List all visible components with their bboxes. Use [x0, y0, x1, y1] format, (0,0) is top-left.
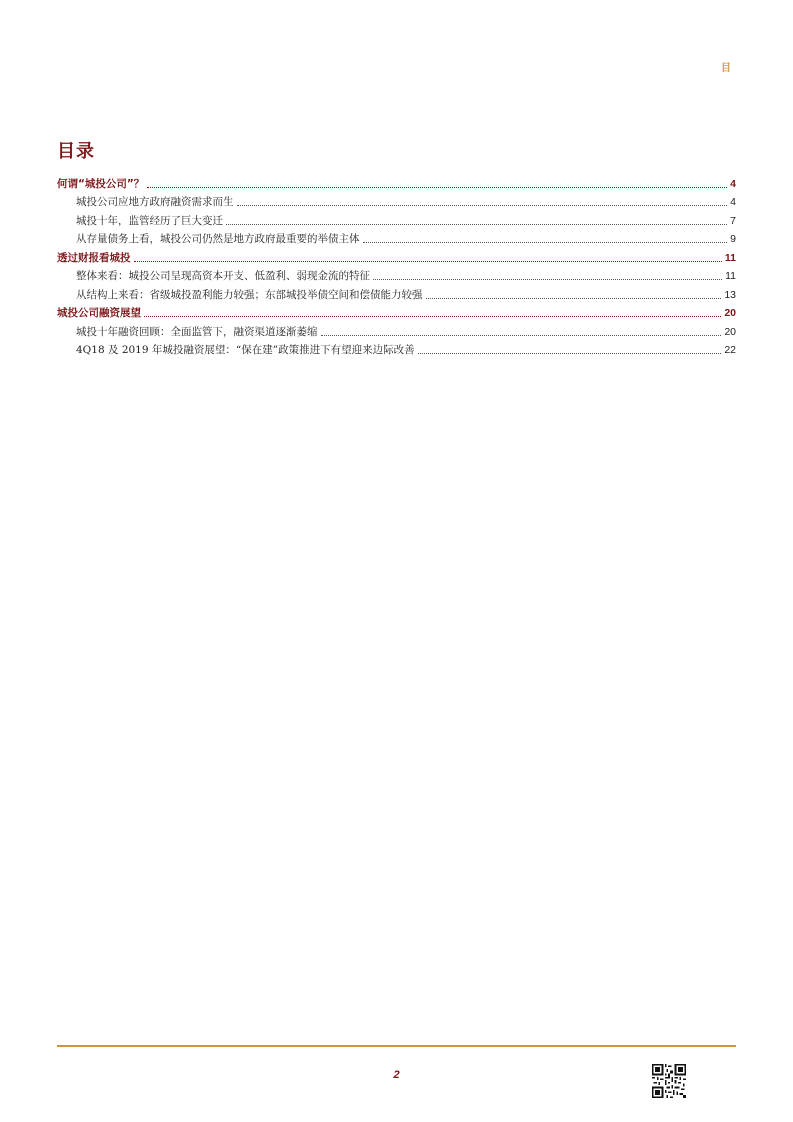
toc-entry-label: 从存量债务上看，城投公司仍然是地方政府最重要的举债主体 [76, 233, 360, 245]
toc-entry-page: 4 [730, 177, 736, 190]
toc-entry-label: 城投十年融资回顾：全面监管下，融资渠道逐渐萎缩 [76, 325, 318, 338]
dot-leader [226, 223, 727, 225]
toc-entry[interactable] [57, 191, 736, 210]
toc-entry[interactable] [57, 209, 736, 228]
toc-entry-label: 从结构上来看：省级城投盈利能力较强；东部城投举债空间和偿债能力较强 [76, 288, 423, 301]
toc-entry[interactable] [57, 320, 736, 339]
toc-entry[interactable] [57, 265, 736, 284]
toc-entry-label: 城投公司应地方政府融资需求而生 [76, 196, 234, 208]
toc-entry-page: 7 [730, 214, 736, 227]
toc-entry[interactable] [57, 228, 736, 247]
toc-entry-page: 20 [724, 307, 736, 319]
toc-entry-page: 11 [724, 251, 736, 264]
toc-entry-label: 整体来看：城投公司呈现高资本开支、低盈利、弱现金流的特征 [76, 270, 370, 282]
dot-leader [321, 334, 722, 336]
header-mark: 目 [721, 63, 731, 74]
toc-entry-page: 11 [725, 270, 736, 282]
toc-entry[interactable] [57, 283, 736, 302]
toc-entry[interactable] [57, 302, 736, 321]
toc-entry-label: 何谓“城投公司”？ [57, 177, 145, 190]
toc-entry-page: 20 [724, 325, 736, 338]
toc-entry[interactable] [57, 246, 736, 265]
toc-entry[interactable] [57, 339, 736, 358]
footer-rule [57, 1045, 736, 1047]
dot-leader [134, 260, 722, 262]
dot-leader [144, 315, 721, 317]
toc-entry-label: 城投十年，监管经历了巨大变迁 [76, 214, 223, 227]
dot-leader [363, 241, 728, 243]
toc-title: 目录 [57, 141, 95, 162]
toc-entry-page: 4 [730, 196, 736, 208]
toc-entry[interactable] [57, 172, 736, 191]
toc-entry-page: 22 [724, 344, 736, 356]
toc-entry-label: 城投公司融资展望 [57, 307, 141, 319]
table-of-contents [57, 172, 736, 357]
dot-leader [426, 297, 722, 299]
dot-leader [418, 352, 722, 354]
dot-leader [237, 204, 728, 206]
qr-code-icon [652, 1064, 686, 1098]
dot-leader [147, 186, 727, 188]
page-number: 2 [393, 1069, 400, 1081]
toc-entry-label: 透过财报看城投 [57, 251, 131, 264]
toc-entry-label: 4Q18 及 2019 年城投融资展望：“保在建”政策推进下有望迎来边际改善 [76, 344, 415, 356]
toc-entry-page: 9 [730, 233, 736, 245]
dot-leader [373, 278, 722, 280]
toc-entry-page: 13 [724, 288, 736, 301]
